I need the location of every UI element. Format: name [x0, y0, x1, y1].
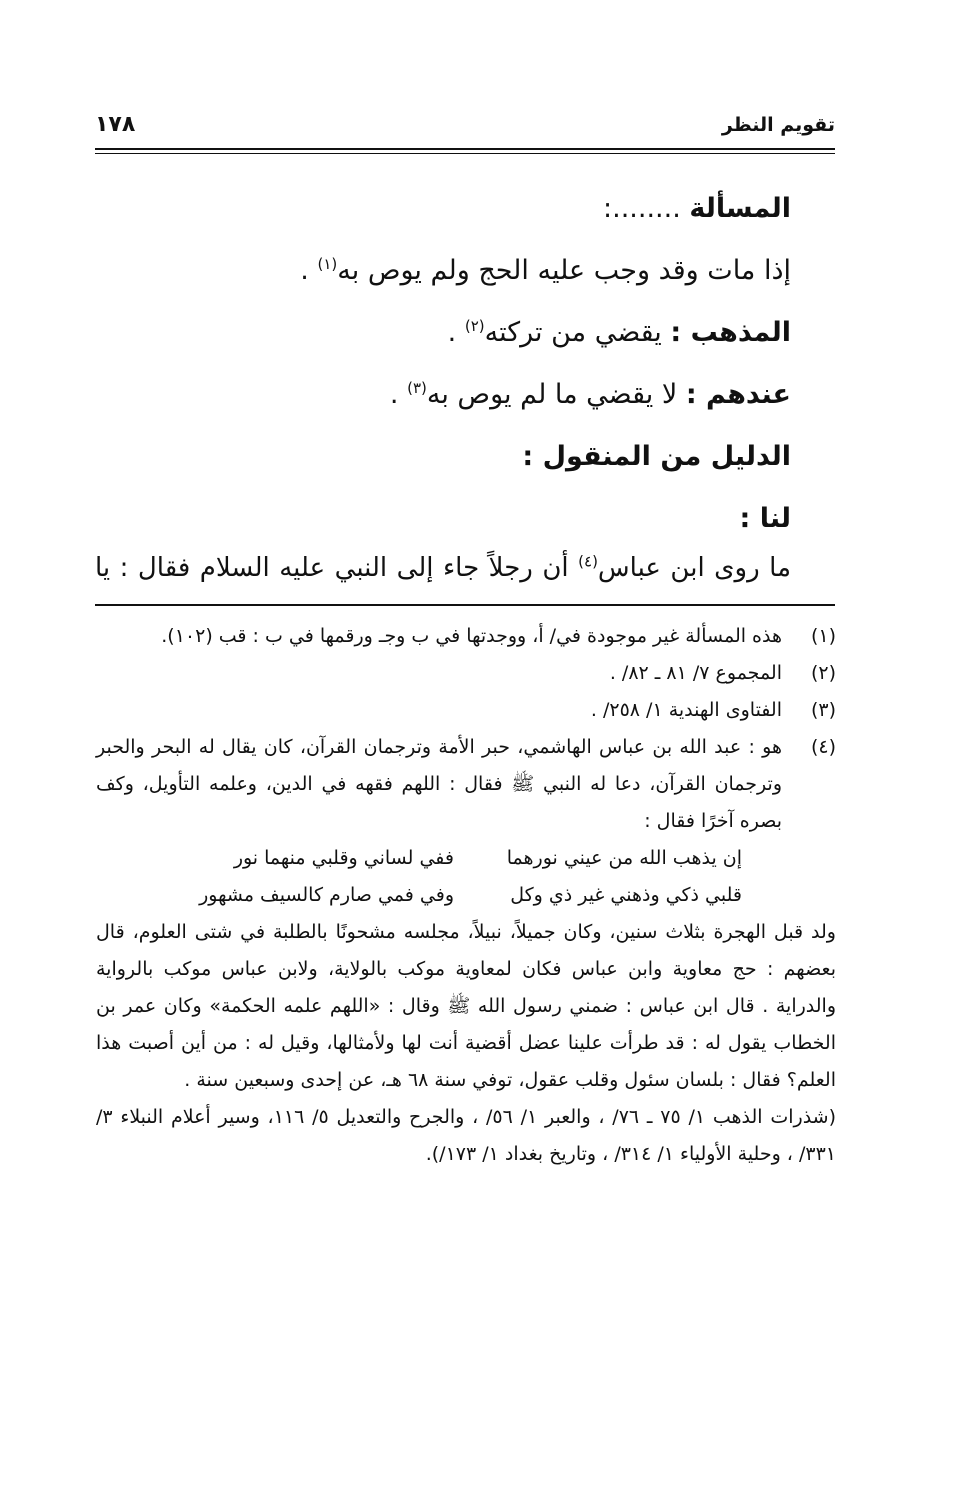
- page-header: [95, 108, 835, 148]
- header-rule-thin: [95, 153, 835, 154]
- issue-text-line: [91, 240, 791, 302]
- footnote-ref-1[interactable]: (١): [317, 255, 338, 273]
- footnote-4-text: هو : عبد الله بن عباس الهاشمي، حبر الأمة وترجمان القرآن، كان يقال له البحر والحبر وترجمان القرآن، دعا له النبي ﷺ فقال : اللهم فقهه في الدين، وعلمه التأويل، وكف بصره آخرًا فقال :: [96, 736, 782, 832]
- footnote-1-text: هذه المسألة غير موجودة في/ أ، ووجدتها في ب وجـ ورقمها في ب : قب (١٠٢).: [161, 625, 782, 647]
- issue-dots: ........:: [603, 193, 681, 224]
- footnote-ref-4[interactable]: (٤): [578, 552, 598, 571]
- hadith-line: [95, 548, 791, 588]
- poem-verse: [96, 877, 782, 914]
- poem-hemistich: إن يذهب الله من عيني نورهما: [506, 847, 742, 869]
- footnote-2: [96, 655, 836, 692]
- hadith-start: ما روى ابن عباس: [597, 553, 791, 583]
- footnote-ref-3[interactable]: (٣): [407, 379, 427, 397]
- footnote-3-text: الفتاوى الهندية ١/ ٢٥٨/ .: [590, 699, 782, 721]
- madhhab-text: يقضي من تركته: [484, 317, 662, 348]
- footnote-separator: [95, 604, 835, 606]
- footnote-4-sources: (شذرات الذهب ١/ ٧٥ ـ ٧٦/ ، والعبر ١/ ٥٦/ ، والجرح والتعديل ٥/ ١١٦، وسير أعلام النبلاء ٣/ ٣٣١/ ، وحلية الأولياء ١/ ٣١٤/ ، وتاريخ بغداد ١/ ١٧٣/).: [96, 1106, 837, 1165]
- poem-hemistich: ففي لساني وقلبي منهما نور: [233, 847, 454, 869]
- issue-label: المسألة: [689, 193, 791, 224]
- footnote-ref-2[interactable]: (٢): [464, 317, 485, 335]
- issue-text: إذا مات وقد وجب عليه الحج ولم يوص به: [337, 255, 791, 286]
- footnote-4: [96, 729, 836, 840]
- footnote-2-number: (٢): [810, 662, 836, 684]
- issue-line: [91, 178, 791, 240]
- others-line: [91, 364, 791, 426]
- main-text: [91, 178, 791, 550]
- madhhab-line: [91, 302, 791, 364]
- others-text: لا يقضي ما لم يوص به: [426, 379, 678, 410]
- footnotes: [96, 618, 836, 1173]
- madhhab-label: المذهب :: [670, 317, 791, 348]
- footnote-1-number: (١): [810, 625, 836, 647]
- others-period: .: [389, 379, 399, 410]
- poem-hemistich: وفي فمي صارم كالسيف مشهور: [199, 884, 454, 906]
- page-number: ١٧٨: [95, 112, 136, 137]
- header-rule: [95, 148, 835, 150]
- footnote-4-number: (٤): [810, 736, 836, 758]
- evidence-heading: الدليل من المنقول :: [522, 441, 791, 472]
- footnote-1: [96, 618, 836, 655]
- poem: [96, 840, 836, 914]
- footnote-3-number: (٣): [810, 699, 836, 721]
- footnote-2-text: المجموع ٧/ ٨١ ـ ٨٢/ .: [609, 662, 782, 684]
- poem-verse: [96, 840, 782, 877]
- lana-heading: لنا :: [739, 503, 791, 534]
- footnote-3: [96, 692, 836, 729]
- running-title: تقويم النظر: [721, 114, 835, 136]
- footnote-4-biography: ولد قبل الهجرة بثلاث سنين، وكان جميلاً، نبيلاً، مجلسه مشحونًا بالطلبة في شتى العلوم، قال بعضهم : حج معاوية وابن عباس فكان لمعاوية موكب بالولاية، ولابن عباس موكب بالرواية والدراية . قال ابن عباس : ضمني رسول الله ﷺ وقال : «اللهم علمه الحكمة» وكان عمر بن الخطاب يقول له : قد طرأت علينا عضل أقضية أنت لها ولأمثالها، وقيل له : من أين أصبت هذا العلم؟ فقال : بلسان سئول وقلب عقول، توفي سنة ٦٨ هـ، عن إحدى وسبعين سنة .: [96, 921, 836, 1091]
- poem-hemistich: قلبي ذكي وذهني غير ذي وكل: [510, 884, 742, 906]
- madhhab-period: .: [447, 317, 457, 348]
- others-label: عندهم :: [685, 379, 791, 410]
- hadith-rest: أن رجلاً جاء إلى النبي عليه السلام فقال : يا: [95, 553, 569, 583]
- issue-period: .: [300, 255, 309, 286]
